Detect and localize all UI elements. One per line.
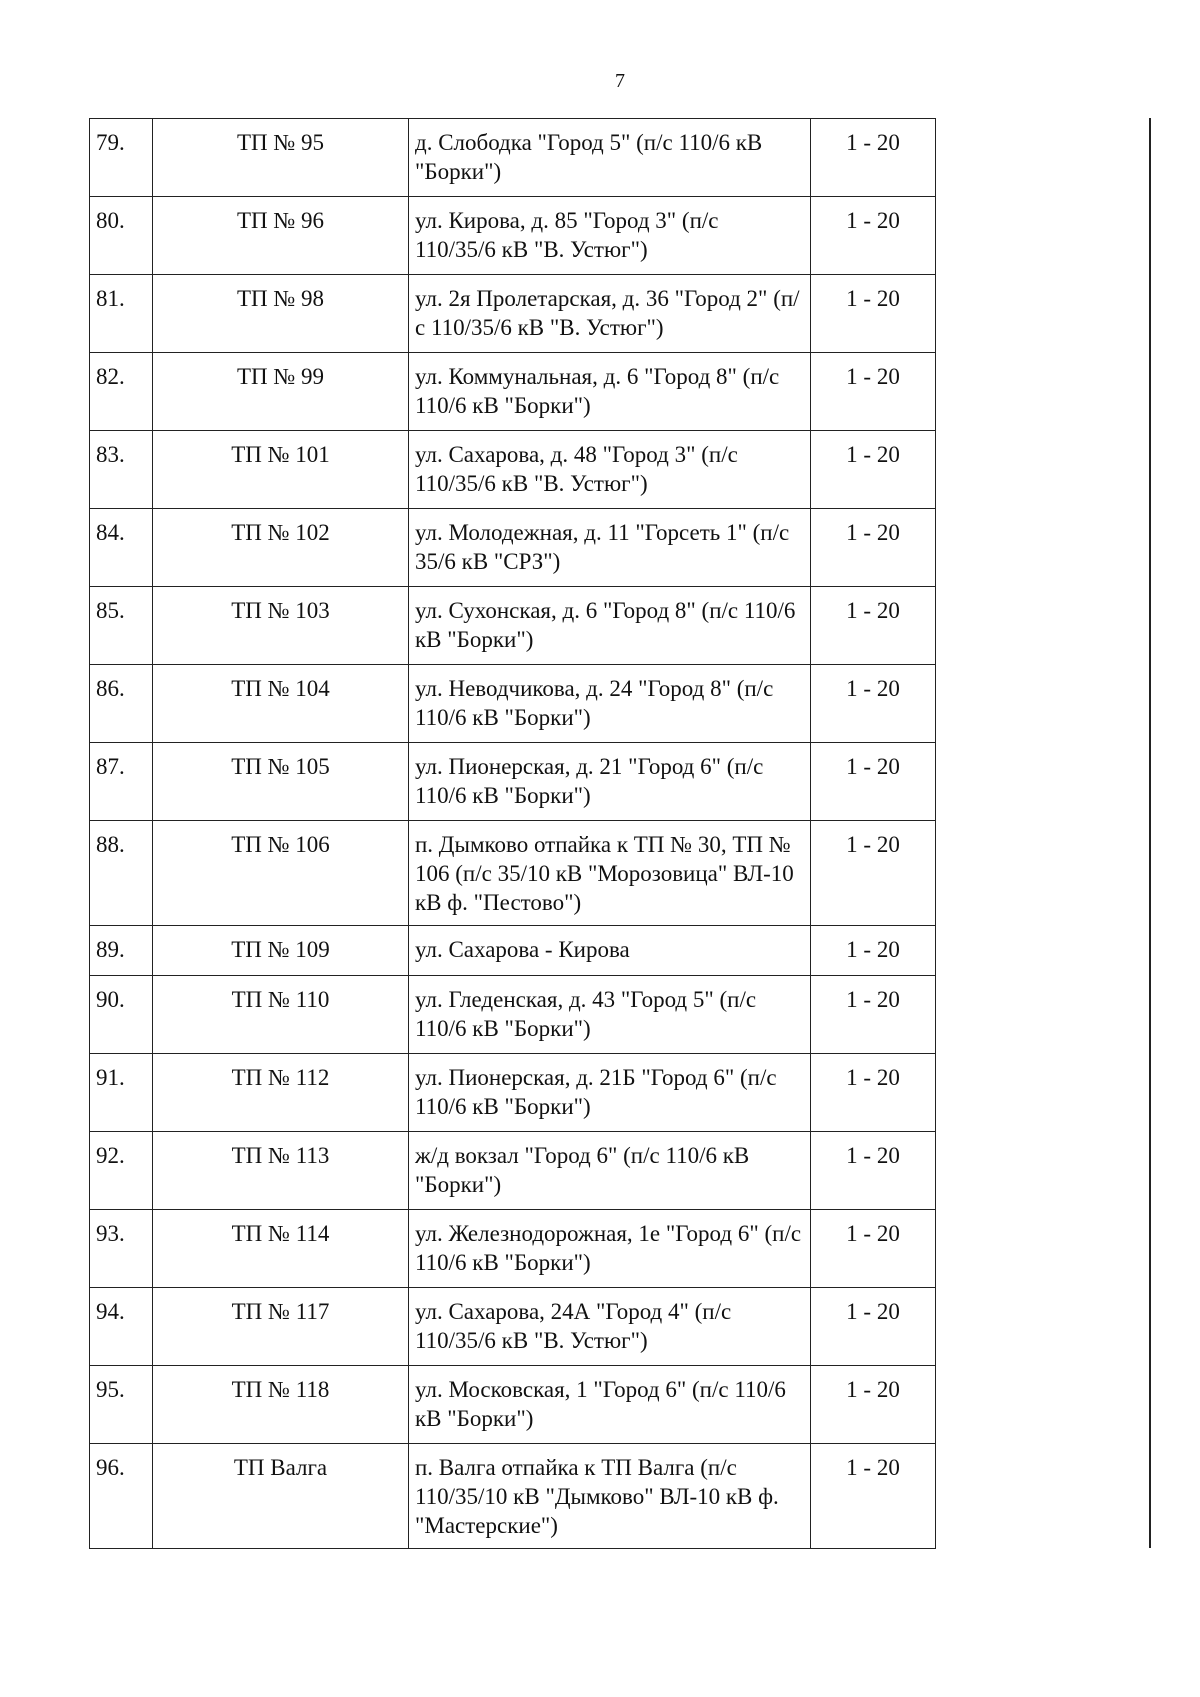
table-row (90, 275, 936, 353)
substation-address: ул. Гледенская, д. 43 "Город 5" (п/с 110/6 кВ "Борки") (409, 976, 811, 1054)
table-row (90, 743, 936, 821)
row-number: 86. (90, 665, 153, 743)
row-number: 88. (90, 821, 153, 926)
range-value: 1 - 20 (811, 665, 936, 743)
substation-address: ул. Сухонская, д. 6 "Город 8" (п/с 110/6 кВ "Борки") (409, 587, 811, 665)
substation-name: ТП № 109 (153, 926, 409, 976)
substation-name: ТП № 102 (153, 509, 409, 587)
substation-name: ТП Валга (153, 1444, 409, 1549)
range-value: 1 - 20 (811, 431, 936, 509)
range-value: 1 - 20 (811, 587, 936, 665)
range-value: 1 - 20 (811, 1132, 936, 1210)
table-row (90, 1132, 936, 1210)
substation-address: ул. Сахарова - Кирова (409, 926, 811, 976)
range-value: 1 - 20 (811, 1444, 936, 1549)
substation-name: ТП № 101 (153, 431, 409, 509)
substation-name: ТП № 98 (153, 275, 409, 353)
page-number: 7 (615, 70, 625, 92)
range-value: 1 - 20 (811, 1210, 936, 1288)
substation-address: ул. Коммунальная, д. 6 "Город 8" (п/с 110/6 кВ "Борки") (409, 353, 811, 431)
table-row (90, 1210, 936, 1288)
substation-name: ТП № 110 (153, 976, 409, 1054)
table-row (90, 1366, 936, 1444)
row-number: 83. (90, 431, 153, 509)
substation-name: ТП № 114 (153, 1210, 409, 1288)
range-value: 1 - 20 (811, 119, 936, 197)
substation-name: ТП № 95 (153, 119, 409, 197)
range-value: 1 - 20 (811, 197, 936, 275)
row-number: 91. (90, 1054, 153, 1132)
row-number: 80. (90, 197, 153, 275)
table-row (90, 587, 936, 665)
substation-address: ул. 2я Пролетарская, д. 36 "Город 2" (п/с 110/35/6 кВ "В. Устюг") (409, 275, 811, 353)
table-row (90, 353, 936, 431)
table-row (90, 1288, 936, 1366)
row-number: 84. (90, 509, 153, 587)
table-row (90, 119, 936, 197)
substation-name: ТП № 113 (153, 1132, 409, 1210)
range-value: 1 - 20 (811, 275, 936, 353)
substation-address: ул. Кирова, д. 85 "Город 3" (п/с 110/35/6 кВ "В. Устюг") (409, 197, 811, 275)
row-number: 89. (90, 926, 153, 976)
substation-name: ТП № 96 (153, 197, 409, 275)
table-row (90, 197, 936, 275)
substation-name: ТП № 112 (153, 1054, 409, 1132)
row-number: 93. (90, 1210, 153, 1288)
substation-address: ул. Пионерская, д. 21 "Город 6" (п/с 110/6 кВ "Борки") (409, 743, 811, 821)
range-value: 1 - 20 (811, 1366, 936, 1444)
substation-name: ТП № 117 (153, 1288, 409, 1366)
substation-address: п. Дымково отпайка к ТП № 30, ТП № 106 (п/с 35/10 кВ "Морозовица" ВЛ-10 кВ ф. "Пестово") (409, 821, 811, 926)
substation-address: ж/д вокзал "Город 6" (п/с 110/6 кВ "Борки") (409, 1132, 811, 1210)
substation-address: ул. Железнодорожная, 1е "Город 6" (п/с 110/6 кВ "Борки") (409, 1210, 811, 1288)
row-number: 95. (90, 1366, 153, 1444)
table-row (90, 1054, 936, 1132)
substation-address: ул. Неводчикова, д. 24 "Город 8" (п/с 110/6 кВ "Борки") (409, 665, 811, 743)
substation-address: ул. Сахарова, д. 48 "Город 3" (п/с 110/35/6 кВ "В. Устюг") (409, 431, 811, 509)
range-value: 1 - 20 (811, 926, 936, 976)
table-row (90, 509, 936, 587)
range-value: 1 - 20 (811, 743, 936, 821)
substation-address: ул. Пионерская, д. 21Б "Город 6" (п/с 110/6 кВ "Борки") (409, 1054, 811, 1132)
substation-table (89, 118, 936, 1549)
row-number: 87. (90, 743, 153, 821)
row-number: 81. (90, 275, 153, 353)
substation-name: ТП № 118 (153, 1366, 409, 1444)
substation-address: п. Валга отпайка к ТП Валга (п/с 110/35/10 кВ "Дымково" ВЛ-10 кВ ф. "Мастерские") (409, 1444, 811, 1549)
row-number: 90. (90, 976, 153, 1054)
substation-address: ул. Молодежная, д. 11 "Горсеть 1" (п/с 35/6 кВ "СРЗ") (409, 509, 811, 587)
substation-address: д. Слободка "Город 5" (п/с 110/6 кВ "Борки") (409, 119, 811, 197)
table-row (90, 821, 936, 926)
row-number: 96. (90, 1444, 153, 1549)
substation-name: ТП № 105 (153, 743, 409, 821)
row-number: 85. (90, 587, 153, 665)
range-value: 1 - 20 (811, 353, 936, 431)
substation-name: ТП № 104 (153, 665, 409, 743)
substation-name: ТП № 106 (153, 821, 409, 926)
table-row (90, 976, 936, 1054)
row-number: 94. (90, 1288, 153, 1366)
row-number: 92. (90, 1132, 153, 1210)
range-value: 1 - 20 (811, 509, 936, 587)
range-value: 1 - 20 (811, 1288, 936, 1366)
range-value: 1 - 20 (811, 821, 936, 926)
range-value: 1 - 20 (811, 1054, 936, 1132)
substation-address: ул. Сахарова, 24А "Город 4" (п/с 110/35/6 кВ "В. Устюг") (409, 1288, 811, 1366)
substation-name: ТП № 103 (153, 587, 409, 665)
row-number: 82. (90, 353, 153, 431)
table-row (90, 926, 936, 976)
range-value: 1 - 20 (811, 976, 936, 1054)
table-row (90, 431, 936, 509)
substation-address: ул. Московская, 1 "Город 6" (п/с 110/6 кВ "Борки") (409, 1366, 811, 1444)
table-row (90, 665, 936, 743)
table-row (90, 1444, 936, 1549)
substation-name: ТП № 99 (153, 353, 409, 431)
row-number: 79. (90, 119, 153, 197)
right-margin-rule (1149, 118, 1151, 1548)
